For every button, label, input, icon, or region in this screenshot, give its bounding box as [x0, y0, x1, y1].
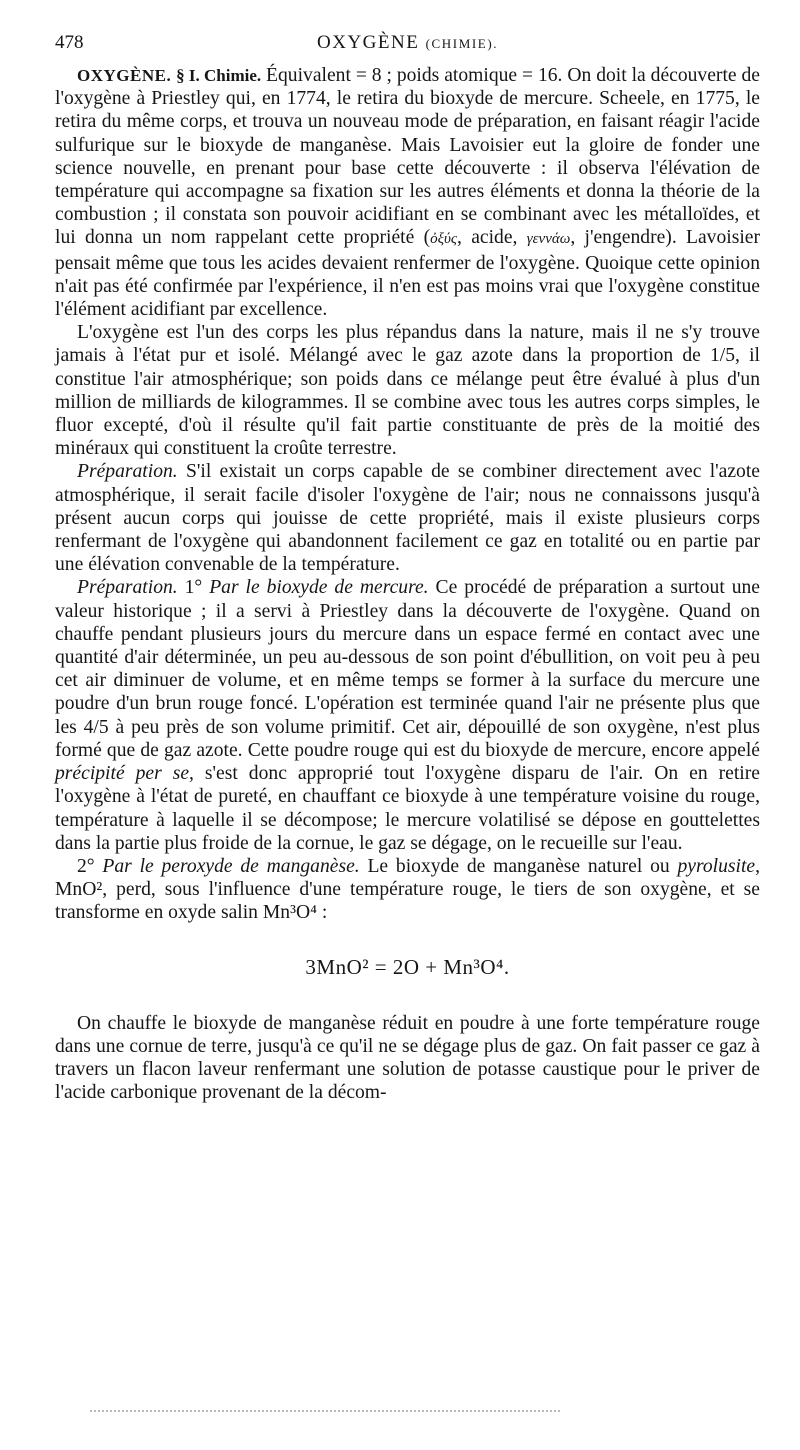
running-title-main: OXYGÈNE [317, 32, 420, 53]
paragraph-intro [55, 64, 760, 321]
intro-text-b: , j'engendre). Lavoisier pensait même que tous les acides devaient renfermer de l'oxygène. Quoique cette opinion n'ait pas été confirmée par l'expérience, il n'en est pas moins vrai que l'oxygène constitue l'élément acidifiant par excellence. [55, 227, 760, 321]
greek-word-acid: ὀξύς [430, 231, 458, 248]
section-heading-preparation: Préparation. [77, 461, 178, 483]
headword: OXYGÈNE. [77, 66, 172, 85]
method2-text-a: Le bioxyde de manganèse naturel ou [359, 855, 678, 877]
method2-text-b: , MnO², perd, sous l'influence d'une température rouge, le tiers de son oxygène, et se transforme en oxyde salin Mn³O⁴ : [55, 855, 761, 924]
paragraph-preparation-general [55, 460, 760, 576]
paragraph-method-mercury [55, 576, 760, 854]
intro-text-a: Équivalent = 8 ; poids atomique = 16. On doit la découverte de l'oxygène à Priestley qui, en 1774, le retira du bioxyde de mercure. Scheele, en 1775, le retira du même corps, et trouva un nouveau mode de préparation, en faisant réagir l'acide sulfurique sur le bioxyde de manganèse. Mais Lavoisier eut la gloire de fonder une science nouvelle, en prenant pour base cette découverte : il observa l'élévation de température qui accompagne sa fixation sur les autres éléments et donna la théorie de la combustion ; il constata son pouvoir acidifiant en se combinant avec les métalloïdes, et lui donna un nom rappelant cette propriété ( [55, 65, 760, 249]
method1-title: Par le bioxyde de mercure. [209, 577, 429, 599]
bottom-scan-artifact [90, 1410, 560, 1412]
section-label: § I. Chimie. [176, 66, 262, 85]
preparation-text: S'il existait un corps capable de se combiner directement avec l'azote atmosphérique, il serait facile d'isoler l'oxygène de l'air; nous ne connaissons jusqu'à présent aucun corps qui jouisse de cette propriété, mais il existe plusieurs corps renfermant de l'oxygène qui abandonnent facilement ce gaz en totalité ou en partie par une élévation convenable de la température. [55, 461, 760, 576]
method1-number: 1° [177, 577, 210, 599]
greek-gloss-acid: , acide, [457, 227, 527, 249]
method1-text-b: , s'est donc approprié tout l'oxygène disparu de l'air. On en retire l'oxygène à l'état de pureté, en chauffant ce bioxyde à une température voisine du rouge, température à laquelle il se décompose; le mercure volatilisé se dépose en gouttelettes dans la partie plus froide de la cornue, le gaz se dégage, on le recueille sur l'eau. [55, 763, 760, 854]
method2-title: Par le peroxyde de manganèse. [102, 855, 360, 877]
running-title-sub: (CHIMIE). [425, 36, 499, 51]
section-heading-preparation-2: Préparation. [77, 577, 178, 599]
page-number: 478 [55, 32, 84, 53]
paragraph-final: On chauffe le bioxyde de manganèse réduit en poudre à une forte température rouge dans une cornue de terre, jusqu'à ce qu'il ne se dégage plus de gaz. On fait passer ce gaz à travers un flacon laveur renfermant une solution de potasse caustique pour le priver de l'acide carbonique provenant de la décom- [55, 1012, 760, 1104]
method2-number: 2° [77, 855, 103, 877]
method1-italic-term: précipité per se [55, 763, 190, 785]
paragraph-method-manganese [55, 855, 760, 925]
greek-word-beget: γεννάω [526, 231, 571, 248]
method2-italic-term: pyrolusite [677, 855, 756, 877]
running-title [317, 32, 498, 54]
running-header [55, 28, 760, 62]
method1-text-a: Ce procédé de préparation a surtout une valeur historique ; il a servi à Priestley dans la découverte de l'oxygène. Quand on chauffe pendant plusieurs jours du mercure dans un espace fermé en contact avec une quantité d'air déterminée, un peu au-dessous de son point d'ébullition, on voit peu à peu cet air diminuer de volume, et en même temps se former à la surface du mercure une poudre d'un brun rouge foncé. L'opération est terminée quand l'air ne présente plus que les 4/5 à peu près de son volume primitif. Cet air, dépouillé de son oxygène, n'est plus formé que de gaz azote. Cette poudre rouge qui est du bioxyde de mercure, encore appelé [55, 577, 760, 761]
chemical-equation: 3MnO² = 2O + Mn³O⁴. [305, 954, 510, 979]
page [55, 28, 760, 1104]
article-body [55, 64, 760, 1104]
paragraph-abundance: L'oxygène est l'un des corps les plus répandus dans la nature, mais il ne s'y trouve jamais à l'état pur et isolé. Mélangé avec le gaz azote dans la proportion de 1/5, il constitue l'air atmosphérique; son poids dans ce mélange peut être évalué à plus d'un million de milliards de kilogrammes. Il se combine avec tous les autres corps simples, le fluor excepté, d'où il résulte qu'il fait partie constituante de près de la moitié des minéraux qui constituent la croûte terrestre. [55, 322, 760, 460]
